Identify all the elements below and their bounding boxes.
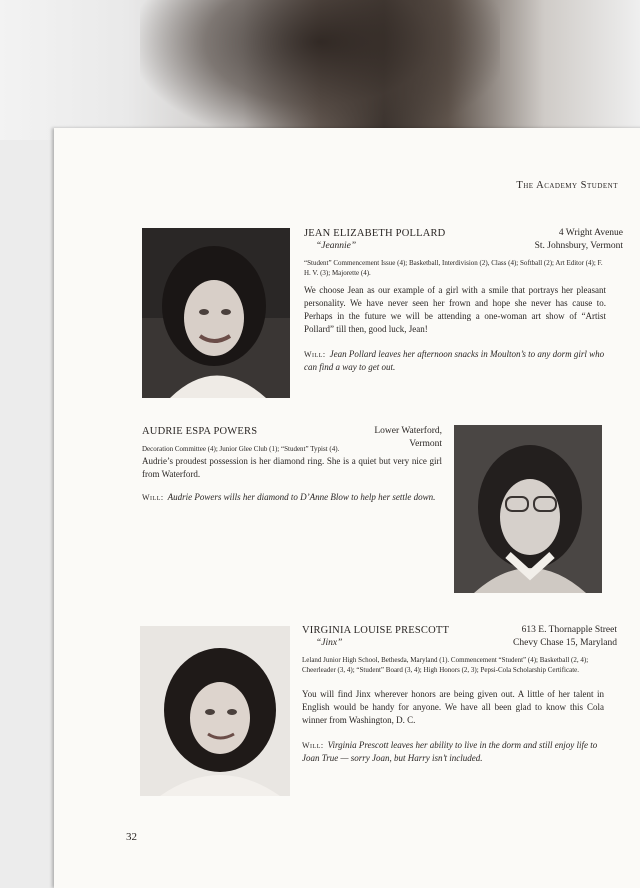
- student-name: JEAN ELIZABETH POLLARD: [304, 228, 446, 239]
- biography: You will find Jinx wherever honors are being given out. A little of her talent in English would be handy for anyone. We have all been glad to know this Cola winner from Washington, D. C.: [302, 689, 604, 725]
- page-number: 32: [126, 831, 137, 843]
- activities-list: “Student” Commencement Issue (4); Basketball, Interdivision (2), Class (4); Softball (2); Art Editor (4); F. H. V. (3); Majorette (4).: [304, 259, 603, 277]
- portrait-photo: [142, 228, 290, 398]
- student-address: [513, 624, 617, 650]
- page-header: The Academy Student: [516, 180, 618, 191]
- address-city: Chevy Chase 15, Maryland: [513, 638, 617, 648]
- biography: Audrie’s proudest possession is her diamond ring. She is a quiet but very nice girl from Waterford.: [142, 456, 442, 479]
- will-label: Will:: [304, 350, 326, 359]
- will-text: Jean Pollard leaves her afternoon snacks in Moulton’s to any dorm girl who can find a way to get out.: [304, 349, 605, 372]
- will-label: Will:: [142, 493, 164, 502]
- background-scene: [0, 0, 640, 140]
- will-statement: [302, 739, 604, 765]
- will-statement: [142, 491, 442, 504]
- will-text: Audrie Powers wills her diamond to D’Anne Blow to help her settle down.: [167, 492, 436, 502]
- yearbook-page: [54, 128, 640, 888]
- will-label: Will:: [302, 741, 324, 750]
- student-address: [535, 227, 623, 253]
- address-city: St. Johnsbury, Vermont: [534, 241, 623, 251]
- will-text: Virginia Prescott leaves her ability to live in the dorm and still enjoy life to Joan True — sorry Joan, but Harry isn’t included.: [302, 740, 598, 763]
- address-street: 4 Wright Avenue: [558, 228, 623, 238]
- student-nickname: “Jinx”: [316, 638, 343, 648]
- student-name: AUDRIE ESPA POWERS: [142, 426, 258, 437]
- portrait-photo: [140, 626, 290, 796]
- address-city: Lower Waterford, Vermont: [374, 426, 442, 449]
- portrait-photo: [454, 425, 602, 593]
- will-statement: [304, 348, 606, 374]
- student-nickname: “Jeannie”: [316, 241, 357, 251]
- biography: We choose Jean as our example of a girl with a smile that portrays her pleasant personality. We have never seen her frown and hope she never has cause to. Perhaps in the future we will be attending a one-woman art show of “Artist Pollard” till then, good luck, Jean!: [304, 285, 606, 334]
- student-name: VIRGINIA LOUISE PRESCOTT: [302, 625, 450, 636]
- activities-list: Leland Junior High School, Bethesda, Maryland (1). Commencement “Student” (4); Basketball (2, 4); Cheerleader (3, 4); “Student” Board (3, 4); High Honors (2, 3); Pepsi-Cola Scholarship Certificate.: [302, 656, 589, 674]
- address-street: 613 E. Thornapple Street: [521, 625, 617, 635]
- activities-list: Decoration Committee (4); Junior Glee Club (1); “Student” Typist (4).: [142, 445, 340, 453]
